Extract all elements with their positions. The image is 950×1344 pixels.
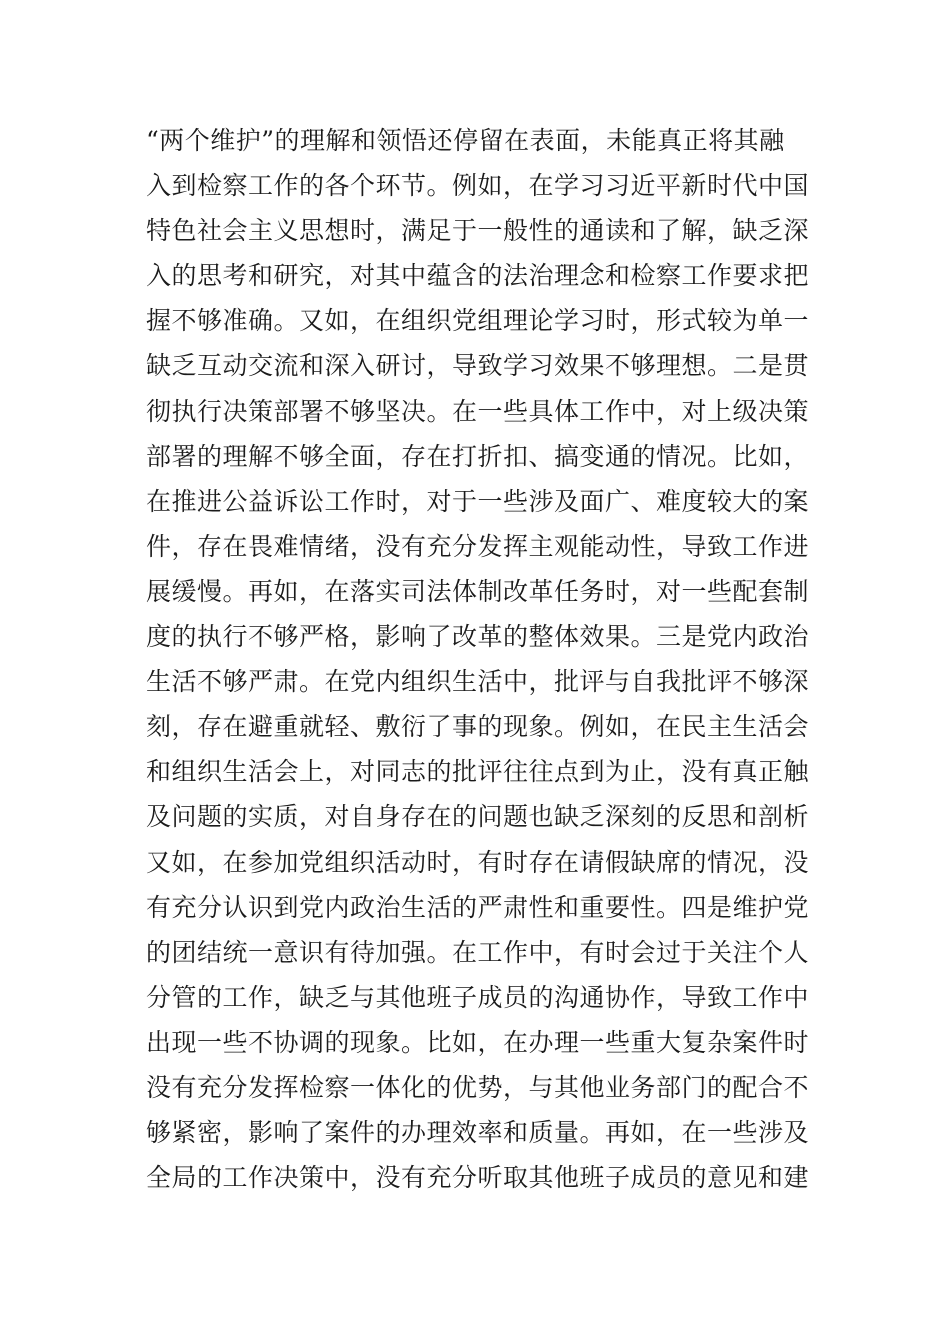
text-line: 握不够准确。又如，在组织党组理论学习时，形式较为单一 bbox=[146, 306, 810, 336]
text-line: 及问题的实质，对自身存在的问题也缺乏深刻的反思和剖析 bbox=[146, 802, 810, 832]
text-line: 部署的理解不够全面，存在打折扣、搞变通的情况。比如， bbox=[146, 441, 810, 471]
text-line: 生活不够严肃。在党内组织生活中，批评与自我批评不够深 bbox=[146, 667, 810, 697]
text-line: 全局的工作决策中，没有充分听取其他班子成员的意见和建 bbox=[146, 1163, 810, 1193]
text-line: 展缓慢。再如，在落实司法体制改革任务时，对一些配套制 bbox=[146, 576, 810, 606]
text-line: 入到检察工作的各个环节。例如，在学习习近平新时代中国 bbox=[146, 171, 810, 201]
text-line: 彻执行决策部署不够坚决。在一些具体工作中，对上级决策 bbox=[146, 396, 810, 426]
text-line: 够紧密，影响了案件的办理效率和质量。再如，在一些涉及 bbox=[146, 1118, 810, 1148]
text-line: 有充分认识到党内政治生活的严肃性和重要性。四是维护党 bbox=[146, 892, 810, 922]
text-line: 的团结统一意识有待加强。在工作中，有时会过于关注个人 bbox=[146, 937, 810, 967]
text-line: 分管的工作，缺乏与其他班子成员的沟通协作，导致工作中 bbox=[146, 982, 810, 1012]
text-line: 特色社会主义思想时，满足于一般性的通读和了解，缺乏深 bbox=[146, 216, 810, 246]
body-text bbox=[146, 118, 816, 1200]
text-line: “两个维护”的理解和领悟还停留在表面，未能真正将其融 bbox=[146, 126, 785, 155]
text-line: 没有充分发挥检察一体化的优势，与其他业务部门的配合不 bbox=[146, 1072, 810, 1102]
text-line: 度的执行不够严格，影响了改革的整体效果。三是党内政治 bbox=[146, 622, 810, 652]
text-line: 又如，在参加党组织活动时，有时存在请假缺席的情况，没 bbox=[146, 847, 810, 877]
text-line: 出现一些不协调的现象。比如，在办理一些重大复杂案件时 bbox=[146, 1027, 810, 1057]
text-line: 件，存在畏难情绪，没有充分发挥主观能动性，导致工作进 bbox=[146, 531, 810, 561]
text-line: 刻，存在避重就轻、敷衍了事的现象。例如，在民主生活会 bbox=[146, 712, 810, 742]
text-line: 缺乏互动交流和深入研讨，导致学习效果不够理想。二是贯 bbox=[146, 351, 810, 381]
text-line: 和组织生活会上，对同志的批评往往点到为止，没有真正触 bbox=[146, 757, 810, 787]
text-line: 入的思考和研究，对其中蕴含的法治理念和检察工作要求把 bbox=[146, 261, 810, 291]
text-line: 在推进公益诉讼工作时，对于一些涉及面广、难度较大的案 bbox=[146, 486, 810, 516]
